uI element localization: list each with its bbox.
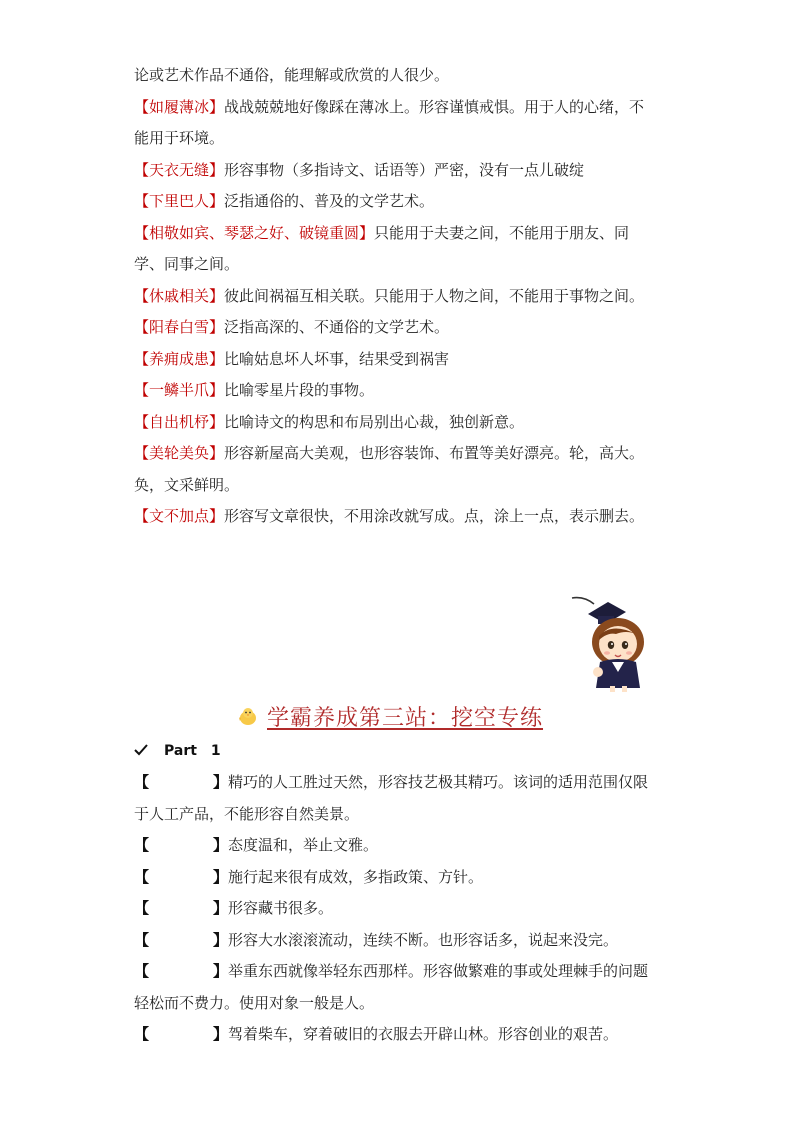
- entry-text: 泛指通俗的、普及的文学艺术。: [224, 192, 435, 210]
- entry-text: 彼此间祸福互相关联。只能用于人物之间，不能用于事物之间。: [224, 286, 645, 305]
- blank-close-bracket: 】: [213, 1025, 229, 1043]
- idiom-definition-list: [134, 60, 654, 533]
- exercise-item: [134, 956, 654, 1019]
- checkmark-icon: [134, 744, 148, 756]
- entry-term: 【天衣无缝】: [134, 160, 225, 179]
- entry-item: [134, 344, 654, 376]
- exercise-text: 驾着柴车，穿着破旧的衣服去开辟山林。形容创业的艰苦。: [228, 1025, 619, 1043]
- exercise-item: [134, 1019, 654, 1051]
- entry-term: 【相敬如宾、琴瑟之好、破镜重圆】: [134, 223, 375, 242]
- entry-term: 【文不加点】: [134, 507, 225, 525]
- graduate-girl-icon: [566, 592, 658, 692]
- entry-text: 只能用于夫妻之间，不能用于朋友、同学、同事之间。: [134, 223, 630, 273]
- blank-open-bracket: 【: [134, 930, 150, 949]
- entry-term: 【养痈成患】: [134, 349, 225, 368]
- entry-item: [134, 155, 654, 187]
- entry-term: 【美轮美奂】: [134, 444, 225, 462]
- exercise-item: [134, 830, 654, 862]
- entry-term: 【阳春白雪】: [134, 318, 225, 336]
- entry-text: 泛指高深的、不通俗的文学艺术。: [224, 318, 450, 336]
- chick-icon: [237, 705, 259, 727]
- blank-open-bracket: 【: [134, 962, 150, 980]
- exercise-text: 举重东西就像举轻东西那样。形容做繁难的事或处理棘手的问题轻松而不费力。使用对象一般是人。: [134, 962, 649, 1012]
- blank-close-bracket: 】: [213, 773, 229, 791]
- blank-close-bracket: 】: [213, 962, 229, 980]
- entry-item: [134, 438, 654, 501]
- entry-item: [134, 281, 654, 313]
- entry-term: 【如履薄冰】: [134, 97, 225, 116]
- entry-item: [134, 407, 654, 439]
- blank-open-bracket: 【: [134, 1025, 150, 1043]
- entry-text: 战战兢兢地好像踩在薄冰上。形容谨慎戒惧。用于人的心绪，不能用于环境。: [134, 97, 645, 147]
- exercise-text: 施行起来很有成效，多指政策、方针。: [228, 867, 484, 886]
- entry-item: [134, 501, 654, 533]
- entry-item: [134, 375, 654, 407]
- blank-close-bracket: 】: [213, 899, 229, 917]
- entry-text: 比喻诗文的构思和布局别出心裁，独创新意。: [224, 412, 525, 431]
- station-title: 学霸养成第三站：挖空专练: [267, 705, 544, 731]
- entry-text: 形容事物（多指诗文、话语等）严密，没有一点儿破绽: [224, 160, 585, 179]
- entry-text: 形容新屋高大美观，也形容装饰、布置等美好漂亮。轮，高大。奂，文采鲜明。: [134, 444, 645, 494]
- entry-term: 【休戚相关】: [134, 286, 225, 305]
- exercise-item: [134, 862, 654, 894]
- exercise-item: [134, 767, 654, 830]
- blank-open-bracket: 【: [134, 867, 150, 886]
- entry-term: 【一鳞半爪】: [134, 381, 225, 399]
- entry-text: 形容写文章很快，不用涂改就写成。点，涂上一点，表示删去。: [224, 507, 645, 525]
- entry-text: 论或艺术作品不通俗，能理解或欣赏的人很少。: [134, 66, 450, 84]
- station-heading: [237, 701, 543, 731]
- blank-close-bracket: 】: [213, 930, 229, 949]
- entry-text: 比喻零星片段的事物。: [224, 381, 375, 399]
- entry-text: 比喻姑息坏人坏事，结果受到祸害: [224, 349, 450, 368]
- entry-term: 【下里巴人】: [134, 192, 225, 210]
- exercise-text: 形容藏书很多。: [228, 899, 334, 917]
- entry-term: 【自出机杼】: [134, 412, 225, 431]
- entry-item: [134, 92, 654, 155]
- entry-continuation: [134, 60, 654, 92]
- blank-close-bracket: 】: [213, 867, 229, 886]
- entry-item: [134, 218, 654, 281]
- blank-open-bracket: 【: [134, 773, 150, 791]
- exercise-item: [134, 925, 654, 957]
- blank-open-bracket: 【: [134, 836, 150, 854]
- exercise-text: 态度温和，举止文雅。: [228, 836, 379, 854]
- exercise-item: [134, 893, 654, 925]
- entry-item: [134, 186, 654, 218]
- exercise-text: 形容大水滚滚流动，连续不断。也形容话多，说起来没完。: [228, 930, 619, 949]
- entry-item: [134, 312, 654, 344]
- exercise-text: 精巧的人工胜过天然，形容技艺极其精巧。该词的适用范围仅限于人工产品，不能形容自然美景。: [134, 773, 649, 823]
- blank-close-bracket: 】: [213, 836, 229, 854]
- blank-open-bracket: 【: [134, 899, 150, 917]
- part-label: [134, 740, 221, 760]
- fill-blank-exercises: [134, 767, 654, 1051]
- part-text: Part 1: [164, 743, 221, 759]
